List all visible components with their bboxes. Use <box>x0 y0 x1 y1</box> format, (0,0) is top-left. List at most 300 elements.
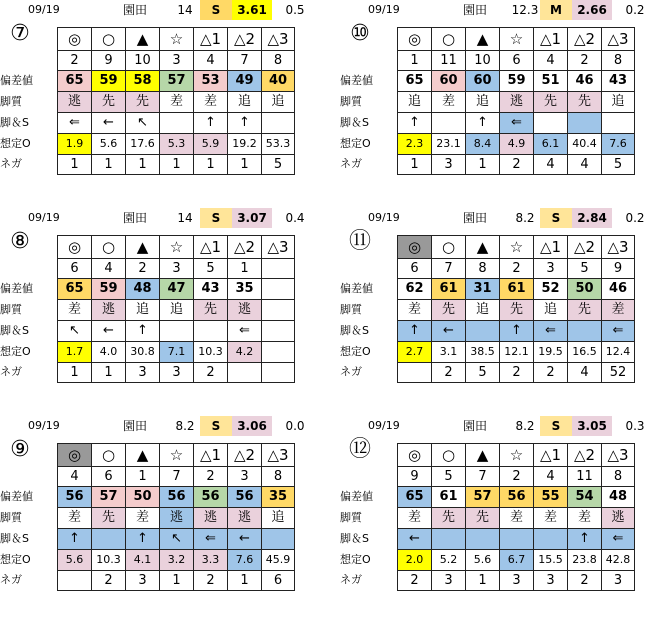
deviation-cell: 43 <box>194 279 228 300</box>
nega-cell: 1 <box>92 155 126 175</box>
leg-cell: ⇐ <box>500 113 534 134</box>
nega-cell: 2 <box>398 571 432 591</box>
leg-cell: ↑ <box>194 113 228 134</box>
row-label-style: 脚質 <box>340 95 362 108</box>
style-cell: 逃 <box>194 508 228 529</box>
mark-cell: △1 <box>534 28 568 51</box>
leg-cell: ← <box>92 321 126 342</box>
deviation-cell: 46 <box>568 71 602 92</box>
leg-cell <box>262 321 295 342</box>
race-table <box>57 27 295 175</box>
odds-cell: 5.3 <box>160 134 194 155</box>
nega-cell: 1 <box>58 155 92 175</box>
mark-cell: △2 <box>568 28 602 51</box>
horse-number-cell: 7 <box>160 467 194 487</box>
horse-number-cell: 9 <box>602 259 635 279</box>
table-row <box>58 342 295 363</box>
header-n1: 14 <box>177 3 193 17</box>
odds-cell: 45.9 <box>262 550 295 571</box>
nega-cell <box>58 571 92 591</box>
leg-cell <box>262 113 295 134</box>
mark-cell: △1 <box>194 28 228 51</box>
horse-number-cell: 7 <box>228 51 262 71</box>
mark-cell: ▲ <box>466 444 500 467</box>
style-cell: 差 <box>500 508 534 529</box>
mark-cell: △3 <box>262 236 295 259</box>
nega-cell: 2 <box>568 571 602 591</box>
odds-cell: 2.0 <box>398 550 432 571</box>
horse-number-cell: 3 <box>160 51 194 71</box>
row-label-nega: ネガ <box>340 365 362 378</box>
horse-number-cell <box>262 259 295 279</box>
row-label-odds: 想定O <box>0 553 31 566</box>
horse-number-cell: 5 <box>432 467 466 487</box>
odds-cell: 5.6 <box>466 550 500 571</box>
deviation-cell: 57 <box>466 487 500 508</box>
race-header <box>340 416 660 436</box>
horse-number-cell: 7 <box>466 467 500 487</box>
table-row <box>398 508 635 529</box>
nega-cell: 3 <box>160 363 194 383</box>
horse-number-cell: 4 <box>58 467 92 487</box>
deviation-cell: 50 <box>568 279 602 300</box>
deviation-cell: 54 <box>568 487 602 508</box>
table-row <box>398 444 635 467</box>
mark-cell: ☆ <box>500 444 534 467</box>
row-label-style: 脚質 <box>0 303 22 316</box>
deviation-cell: 59 <box>92 279 126 300</box>
leg-cell <box>92 529 126 550</box>
nega-cell <box>398 363 432 383</box>
nega-cell: 1 <box>160 155 194 175</box>
table-row <box>58 134 295 155</box>
style-cell: 追 <box>160 300 194 321</box>
style-cell: 追 <box>262 92 295 113</box>
mark-cell: ☆ <box>500 28 534 51</box>
style-cell: 追 <box>398 92 432 113</box>
style-cell: 先 <box>126 92 160 113</box>
horse-number-cell: 8 <box>602 51 635 71</box>
table-row <box>58 467 295 487</box>
deviation-cell: 57 <box>92 487 126 508</box>
horse-number-cell: 8 <box>262 51 295 71</box>
header-n2: 3.06 <box>232 416 272 436</box>
table-row <box>58 529 295 550</box>
deviation-cell: 55 <box>534 487 568 508</box>
nega-cell: 1 <box>398 155 432 175</box>
style-cell: 逃 <box>92 300 126 321</box>
odds-cell: 40.4 <box>568 134 602 155</box>
style-cell: 差 <box>534 508 568 529</box>
race-block <box>340 0 661 205</box>
deviation-cell: 56 <box>228 487 262 508</box>
leg-cell: ↑ <box>500 321 534 342</box>
horse-number-cell: 9 <box>92 51 126 71</box>
table-row <box>58 236 295 259</box>
deviation-cell: 48 <box>126 279 160 300</box>
row-label-deviation: 偏差値 <box>0 282 33 295</box>
race-number: ⑩ <box>350 21 370 46</box>
header-venue: 園田 <box>122 211 147 225</box>
row-label-style: 脚質 <box>0 511 22 524</box>
deviation-cell: 52 <box>534 279 568 300</box>
header-date: 09/19 <box>368 211 400 224</box>
horse-number-cell: 2 <box>500 467 534 487</box>
mark-cell: ○ <box>432 236 466 259</box>
deviation-cell: 65 <box>398 487 432 508</box>
odds-cell: 42.8 <box>602 550 635 571</box>
leg-cell: ⇐ <box>534 321 568 342</box>
table-row <box>398 467 635 487</box>
odds-cell: 8.4 <box>466 134 500 155</box>
nega-cell: 1 <box>58 363 92 383</box>
deviation-cell: 40 <box>262 71 295 92</box>
horse-number-cell: 4 <box>92 259 126 279</box>
deviation-cell: 31 <box>466 279 500 300</box>
deviation-cell: 43 <box>602 71 635 92</box>
horse-number-cell: 8 <box>602 467 635 487</box>
horse-number-cell: 1 <box>398 51 432 71</box>
table-row <box>58 71 295 92</box>
odds-cell: 1.7 <box>58 342 92 363</box>
leg-cell: ← <box>92 113 126 134</box>
table-row <box>58 571 295 591</box>
race-number: ⑨ <box>10 437 30 462</box>
mark-cell: △2 <box>228 444 262 467</box>
header-n3: 0.0 <box>285 419 305 433</box>
odds-cell: 12.4 <box>602 342 635 363</box>
horse-number-cell: 4 <box>534 467 568 487</box>
style-cell: 追 <box>534 300 568 321</box>
header-grade: S <box>540 208 572 228</box>
deviation-cell: 53 <box>194 71 228 92</box>
horse-number-cell: 8 <box>466 259 500 279</box>
leg-cell <box>432 113 466 134</box>
odds-cell: 12.1 <box>500 342 534 363</box>
mark-cell: △3 <box>262 444 295 467</box>
table-row <box>58 363 295 383</box>
odds-cell: 23.1 <box>432 134 466 155</box>
row-label-deviation: 偏差値 <box>0 74 33 87</box>
mark-cell: ◎ <box>398 444 432 467</box>
leg-cell: ↑ <box>228 113 262 134</box>
row-label-nega: ネガ <box>0 157 22 170</box>
header-n2: 3.07 <box>232 208 272 228</box>
mark-cell: ☆ <box>160 444 194 467</box>
style-cell: 逃 <box>228 300 262 321</box>
nega-cell: 1 <box>194 155 228 175</box>
mark-cell: ◎ <box>58 444 92 467</box>
race-number: ⑦ <box>10 21 30 46</box>
style-cell: 逃 <box>500 92 534 113</box>
table-row <box>398 134 635 155</box>
row-label-deviation: 偏差値 <box>340 490 373 503</box>
horse-number-cell: 3 <box>228 467 262 487</box>
nega-cell: 2 <box>432 363 466 383</box>
nega-cell: 2 <box>534 363 568 383</box>
table-row <box>58 51 295 71</box>
odds-cell: 4.2 <box>228 342 262 363</box>
mark-cell: ▲ <box>126 28 160 51</box>
style-cell: 差 <box>398 300 432 321</box>
nega-cell: 1 <box>160 571 194 591</box>
header-venue: 園田 <box>462 211 487 225</box>
race-header <box>0 416 320 436</box>
mark-cell: ◎ <box>398 28 432 51</box>
table-row <box>398 529 635 550</box>
header-venue: 園田 <box>462 419 487 433</box>
nega-cell: 1 <box>466 571 500 591</box>
horse-number-cell: 6 <box>92 467 126 487</box>
race-block <box>340 416 661 621</box>
deviation-cell: 59 <box>92 71 126 92</box>
header-grade: S <box>200 416 232 436</box>
odds-cell: 30.8 <box>126 342 160 363</box>
header-date: 09/19 <box>28 211 60 224</box>
mark-cell: ○ <box>92 444 126 467</box>
header-date: 09/19 <box>28 3 60 16</box>
table-row <box>398 550 635 571</box>
table-row <box>58 550 295 571</box>
nega-cell: 1 <box>228 571 262 591</box>
race-block <box>0 0 330 205</box>
nega-cell: 2 <box>194 571 228 591</box>
mark-cell: △2 <box>568 444 602 467</box>
nega-cell: 3 <box>126 363 160 383</box>
table-row <box>58 28 295 51</box>
race-table <box>397 443 635 591</box>
table-row <box>58 300 295 321</box>
table-row <box>398 300 635 321</box>
nega-cell: 1 <box>92 363 126 383</box>
deviation-cell: 58 <box>126 71 160 92</box>
leg-cell <box>568 113 602 134</box>
leg-cell <box>262 529 295 550</box>
table-row <box>58 444 295 467</box>
mark-cell: ○ <box>92 28 126 51</box>
odds-cell: 3.3 <box>194 550 228 571</box>
header-grade: S <box>540 416 572 436</box>
style-cell: 先 <box>568 92 602 113</box>
odds-cell: 4.0 <box>92 342 126 363</box>
horse-number-cell: 8 <box>262 467 295 487</box>
nega-cell: 1 <box>466 155 500 175</box>
row-label-nega: ネガ <box>0 573 22 586</box>
deviation-cell: 49 <box>228 71 262 92</box>
mark-cell: ○ <box>432 28 466 51</box>
mark-cell: △1 <box>534 444 568 467</box>
style-cell: 差 <box>432 92 466 113</box>
horse-number-cell: 11 <box>568 467 602 487</box>
table-row <box>398 487 635 508</box>
mark-cell: ○ <box>92 236 126 259</box>
odds-cell: 6.1 <box>534 134 568 155</box>
table-row <box>58 259 295 279</box>
table-row <box>398 363 635 383</box>
table-row <box>58 508 295 529</box>
mark-cell: △3 <box>602 28 635 51</box>
nega-cell: 2 <box>194 363 228 383</box>
horse-number-cell: 6 <box>58 259 92 279</box>
mark-cell: ▲ <box>126 236 160 259</box>
style-cell: 先 <box>466 508 500 529</box>
leg-cell: ↑ <box>466 113 500 134</box>
deviation-cell: 57 <box>160 71 194 92</box>
odds-cell: 53.3 <box>262 134 295 155</box>
nega-cell: 3 <box>432 571 466 591</box>
style-cell: 先 <box>92 508 126 529</box>
mark-cell: △2 <box>228 28 262 51</box>
odds-cell: 4.9 <box>500 134 534 155</box>
deviation-cell: 35 <box>262 487 295 508</box>
nega-cell: 52 <box>602 363 635 383</box>
odds-cell: 5.6 <box>58 550 92 571</box>
style-cell: 逃 <box>58 92 92 113</box>
row-label-odds: 想定O <box>340 345 371 358</box>
nega-cell <box>262 363 295 383</box>
style-cell: 先 <box>534 92 568 113</box>
horse-number-cell: 1 <box>126 467 160 487</box>
header-n1: 8.2 <box>175 419 195 433</box>
table-row <box>398 571 635 591</box>
horse-number-cell: 2 <box>500 259 534 279</box>
row-label-odds: 想定O <box>0 345 31 358</box>
table-row <box>398 279 635 300</box>
race-header <box>340 0 660 20</box>
leg-cell <box>602 113 635 134</box>
mark-cell: △2 <box>568 236 602 259</box>
deviation-cell: 47 <box>160 279 194 300</box>
table-row <box>58 487 295 508</box>
nega-cell: 4 <box>534 155 568 175</box>
nega-cell: 3 <box>602 571 635 591</box>
deviation-cell: 56 <box>160 487 194 508</box>
horse-number-cell: 10 <box>126 51 160 71</box>
header-date: 09/19 <box>28 419 60 432</box>
mark-cell: △3 <box>602 236 635 259</box>
style-cell: 先 <box>92 92 126 113</box>
header-venue: 園田 <box>122 3 147 17</box>
odds-cell: 1.9 <box>58 134 92 155</box>
row-label-style: 脚質 <box>340 511 362 524</box>
row-label-style: 脚質 <box>0 95 22 108</box>
deviation-cell: 50 <box>126 487 160 508</box>
horse-number-cell: 5 <box>194 259 228 279</box>
header-n1: 8.2 <box>515 211 535 225</box>
leg-cell <box>466 529 500 550</box>
deviation-cell: 56 <box>500 487 534 508</box>
horse-number-cell: 3 <box>160 259 194 279</box>
odds-cell: 5.9 <box>194 134 228 155</box>
nega-cell: 5 <box>262 155 295 175</box>
odds-cell: 6.7 <box>500 550 534 571</box>
leg-cell: ↖ <box>58 321 92 342</box>
leg-cell: ↑ <box>568 529 602 550</box>
deviation-cell: 60 <box>466 71 500 92</box>
style-cell: 追 <box>262 508 295 529</box>
style-cell: 差 <box>160 92 194 113</box>
table-row <box>58 92 295 113</box>
table-row <box>58 321 295 342</box>
horse-number-cell: 4 <box>194 51 228 71</box>
row-label-leg_s: 脚＆S <box>0 116 29 129</box>
header-venue: 園田 <box>122 419 147 433</box>
mark-cell: ▲ <box>466 236 500 259</box>
mark-cell: ☆ <box>160 236 194 259</box>
row-label-leg_s: 脚＆S <box>340 116 369 129</box>
table-row <box>398 155 635 175</box>
style-cell: 逃 <box>160 508 194 529</box>
header-grade: S <box>200 208 232 228</box>
race-table <box>397 235 635 383</box>
deviation-cell: 35 <box>228 279 262 300</box>
nega-cell: 4 <box>568 155 602 175</box>
table-row <box>58 279 295 300</box>
deviation-cell: 61 <box>432 279 466 300</box>
mark-cell: △1 <box>194 236 228 259</box>
header-n3: 0.5 <box>285 3 305 17</box>
odds-cell: 19.2 <box>228 134 262 155</box>
style-cell: 追 <box>466 300 500 321</box>
mark-cell: △1 <box>194 444 228 467</box>
nega-cell: 5 <box>466 363 500 383</box>
odds-cell: 3.2 <box>160 550 194 571</box>
nega-cell <box>228 363 262 383</box>
leg-cell: ⇐ <box>58 113 92 134</box>
leg-cell: ⇐ <box>194 529 228 550</box>
horse-number-cell: 4 <box>534 51 568 71</box>
leg-cell <box>534 113 568 134</box>
deviation-cell: 59 <box>500 71 534 92</box>
mark-cell: ○ <box>432 444 466 467</box>
deviation-cell: 65 <box>58 279 92 300</box>
mark-cell: ◎ <box>398 236 432 259</box>
header-n1: 12.3 <box>511 3 539 17</box>
header-n3: 0.2 <box>625 3 645 17</box>
leg-cell: ↖ <box>160 529 194 550</box>
deviation-cell: 62 <box>398 279 432 300</box>
mark-cell: △1 <box>534 236 568 259</box>
horse-number-cell: 6 <box>398 259 432 279</box>
nega-cell: 2 <box>500 363 534 383</box>
horse-number-cell: 5 <box>568 259 602 279</box>
row-label-nega: ネガ <box>340 157 362 170</box>
odds-cell: 4.1 <box>126 550 160 571</box>
header-date: 09/19 <box>368 3 400 16</box>
row-label-deviation: 偏差値 <box>340 282 373 295</box>
mark-cell: ▲ <box>466 28 500 51</box>
leg-cell <box>432 529 466 550</box>
race-table <box>397 27 635 175</box>
row-label-odds: 想定O <box>340 553 371 566</box>
header-n1: 8.2 <box>515 419 535 433</box>
horse-number-cell: 1 <box>228 259 262 279</box>
row-label-style: 脚質 <box>340 303 362 316</box>
header-date: 09/19 <box>368 419 400 432</box>
leg-cell: ↖ <box>126 113 160 134</box>
header-n3: 0.3 <box>625 419 645 433</box>
race-block <box>0 416 330 621</box>
table-row <box>398 71 635 92</box>
odds-cell: 2.7 <box>398 342 432 363</box>
deviation-cell: 56 <box>58 487 92 508</box>
odds-cell: 19.5 <box>534 342 568 363</box>
nega-cell: 1 <box>126 155 160 175</box>
style-cell: 差 <box>602 300 635 321</box>
table-row <box>398 28 635 51</box>
leg-cell: ↑ <box>398 113 432 134</box>
odds-cell: 10.3 <box>92 550 126 571</box>
